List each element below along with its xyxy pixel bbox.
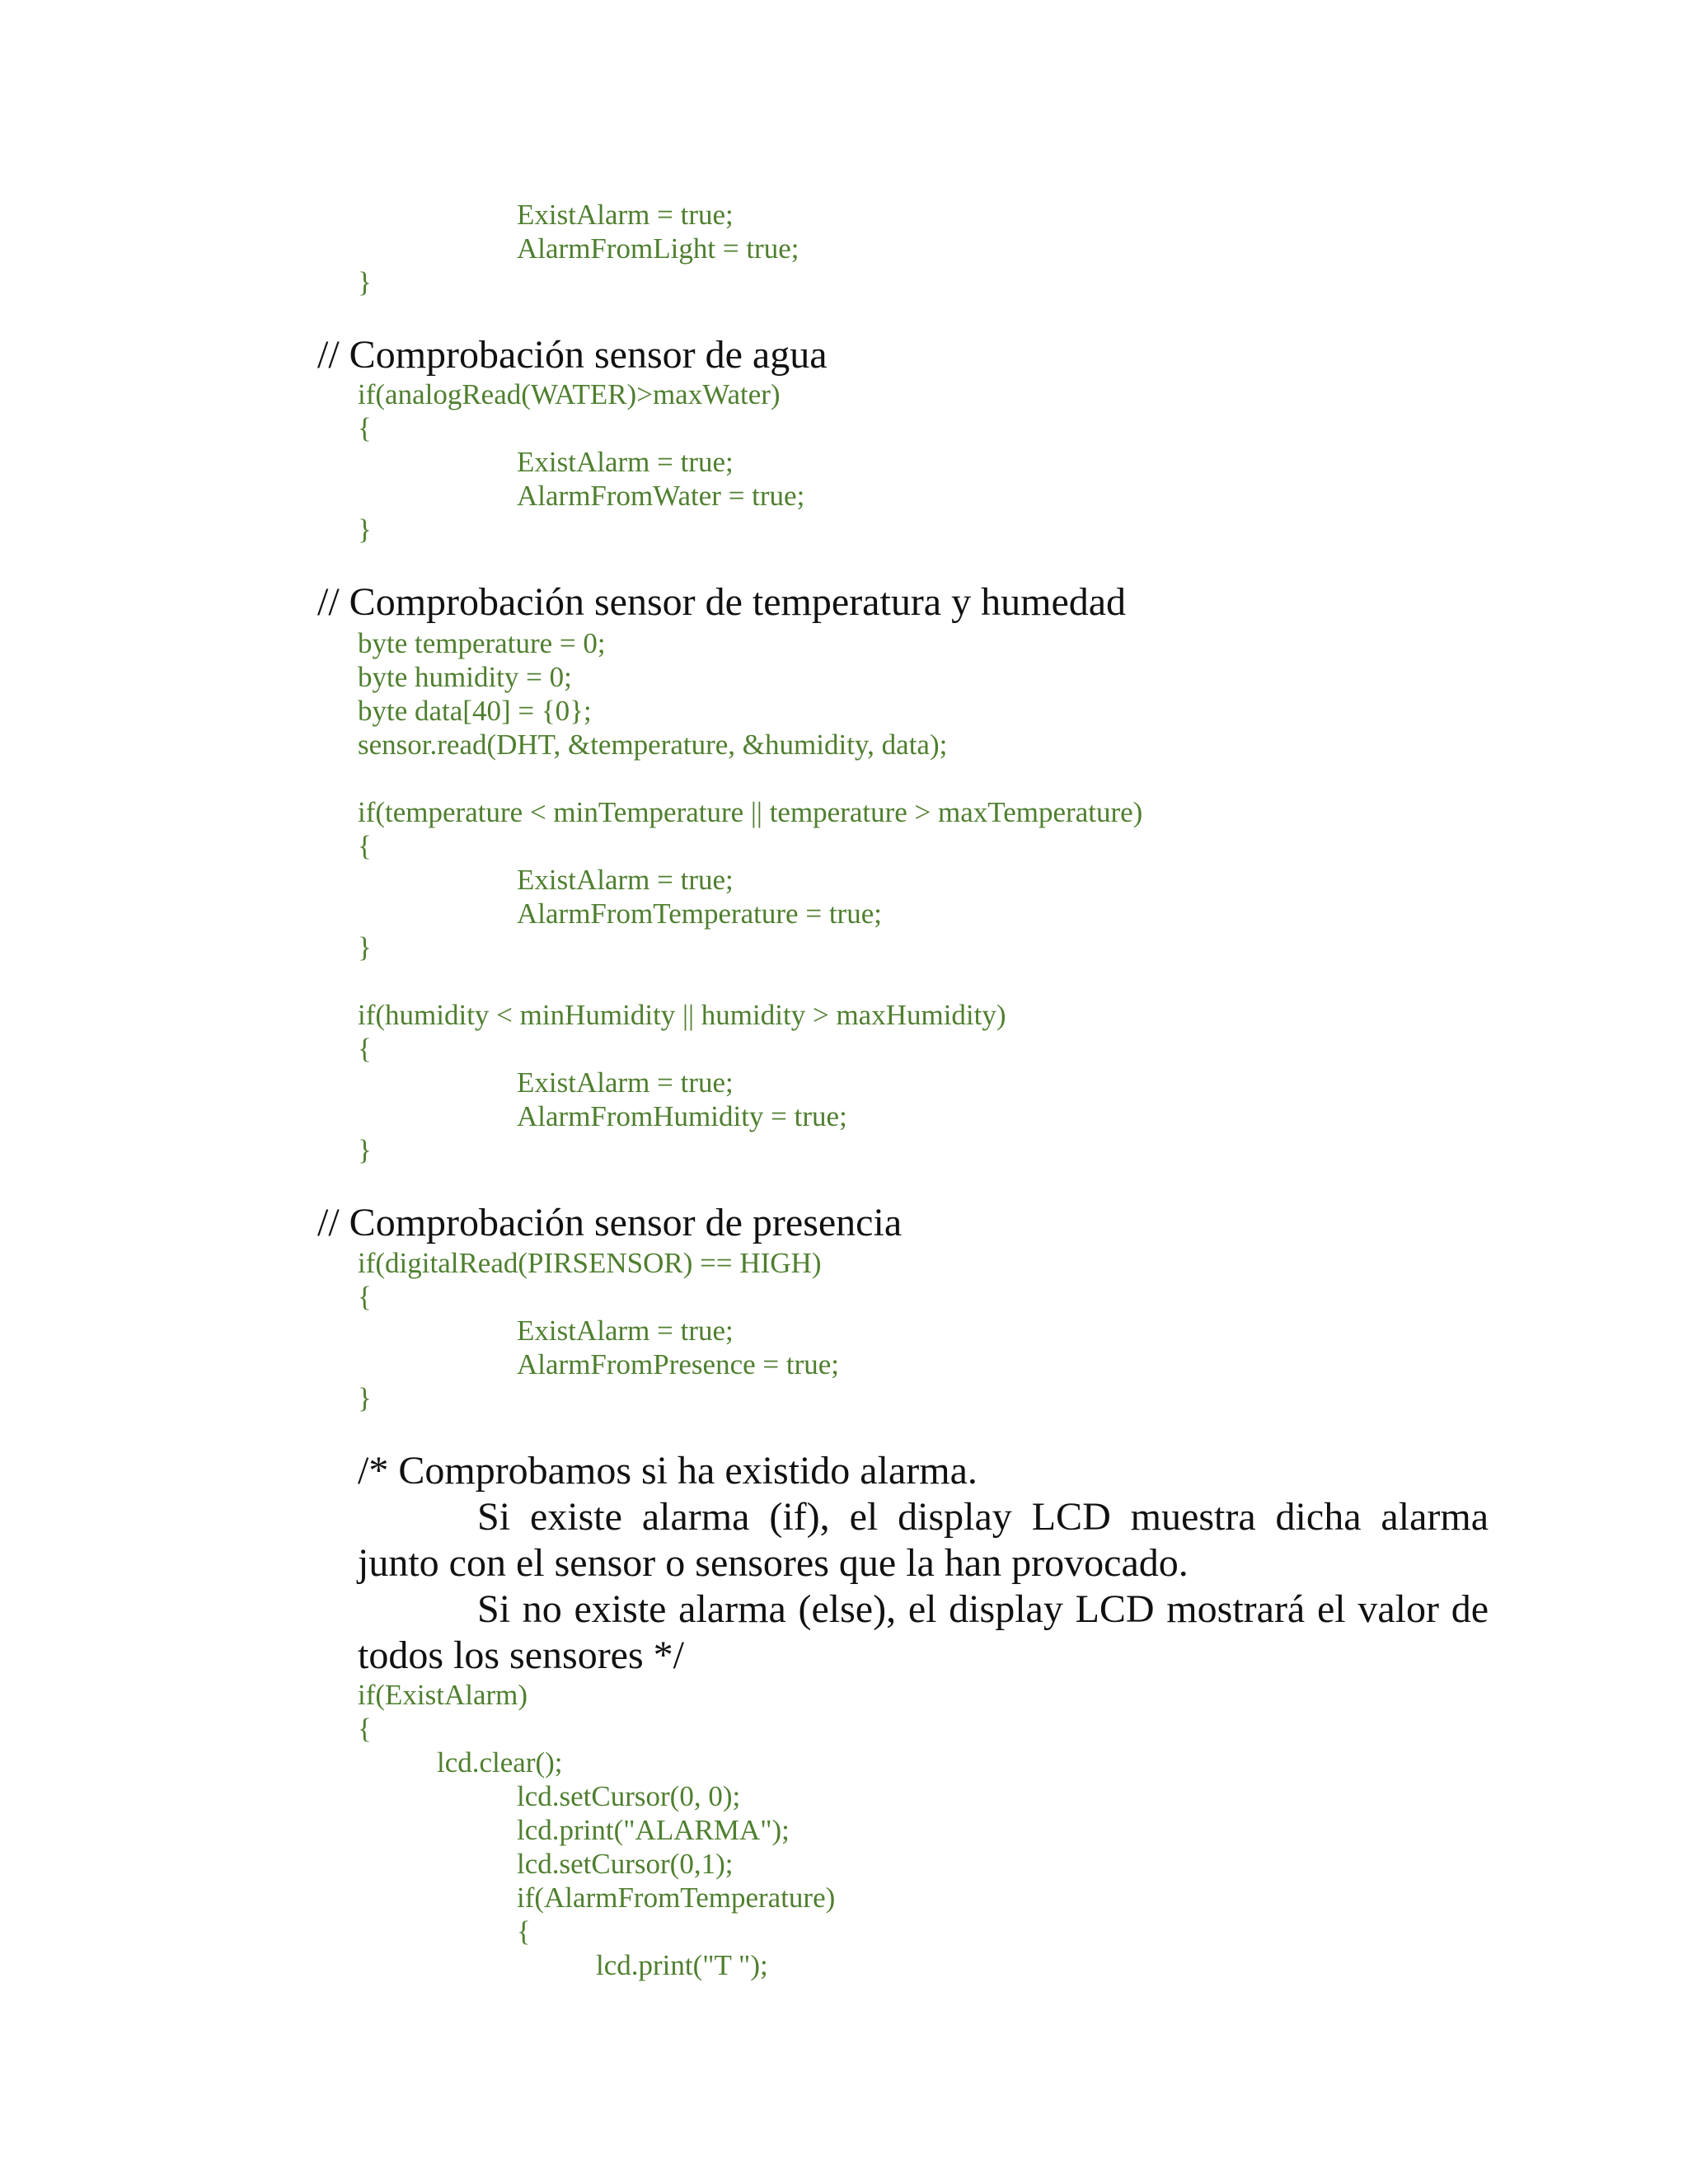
code-line: ExistAlarm = true; [517,864,734,896]
code-line: ExistAlarm = true; [517,1315,734,1347]
section-comment-water: // Comprobación sensor de agua [317,333,828,377]
code-line: if(analogRead(WATER)>maxWater) [358,378,781,410]
block-comment-text: Si existe alarma (if), el display LCD muestra dicha alarma junto con el sensor o sensores que la han provocado. [358,1495,1489,1585]
code-line: lcd.print("T "); [596,1949,768,1981]
code-line: ExistAlarm = true; [517,1066,734,1099]
code-line: if(digitalRead(PIRSENSOR) == HIGH) [358,1247,822,1279]
code-line: ExistAlarm = true; [517,199,734,231]
code-line: if(humidity < minHumidity || humidity > maxHumidity) [358,999,1006,1031]
block-comment-text: Si no existe alarma (else), el display LCD mostrará el valor de todos los sensores */ [358,1587,1489,1677]
code-line: { [517,1915,531,1947]
code-line: AlarmFromPresence = true; [517,1348,840,1380]
code-line: byte humidity = 0; [358,661,572,693]
section-comment-presence: // Comprobación sensor de presencia [317,1201,903,1244]
block-comment-paragraph [358,1586,1489,1679]
block-comment-paragraph [358,1494,1489,1586]
code-line: { [358,830,372,862]
code-line: AlarmFromTemperature = true; [517,898,882,930]
code-line: AlarmFromLight = true; [517,232,799,265]
code-line: } [358,931,372,963]
code-line: if(temperature < minTemperature || temperature > maxTemperature) [358,796,1143,828]
code-line: } [358,1134,372,1166]
code-line: lcd.print("ALARMA"); [517,1814,790,1846]
code-line: lcd.setCursor(0,1); [517,1848,734,1880]
code-line: ExistAlarm = true; [517,446,734,478]
code-line: { [358,1281,372,1313]
code-line: lcd.setCursor(0, 0); [517,1780,741,1812]
code-line: if(AlarmFromTemperature) [517,1882,836,1914]
code-line: { [358,1033,372,1065]
code-line: AlarmFromWater = true; [517,480,805,512]
code-line: } [358,1382,372,1414]
section-comment-temperature: // Comprobación sensor de temperatura y humedad [317,580,1127,624]
code-line: lcd.clear(); [437,1746,563,1779]
code-line: { [358,412,372,444]
code-line: byte data[40] = {0}; [358,695,592,727]
code-line: sensor.read(DHT, &temperature, &humidity, data); [358,729,948,761]
block-comment-heading: /* Comprobamos si ha existido alarma. [358,1449,978,1493]
code-line: { [358,1713,372,1745]
code-line: if(ExistAlarm) [358,1679,528,1711]
code-line: byte temperature = 0; [358,627,606,659]
code-line: } [358,266,372,298]
code-line: AlarmFromHumidity = true; [517,1100,847,1132]
code-line: } [358,513,372,546]
